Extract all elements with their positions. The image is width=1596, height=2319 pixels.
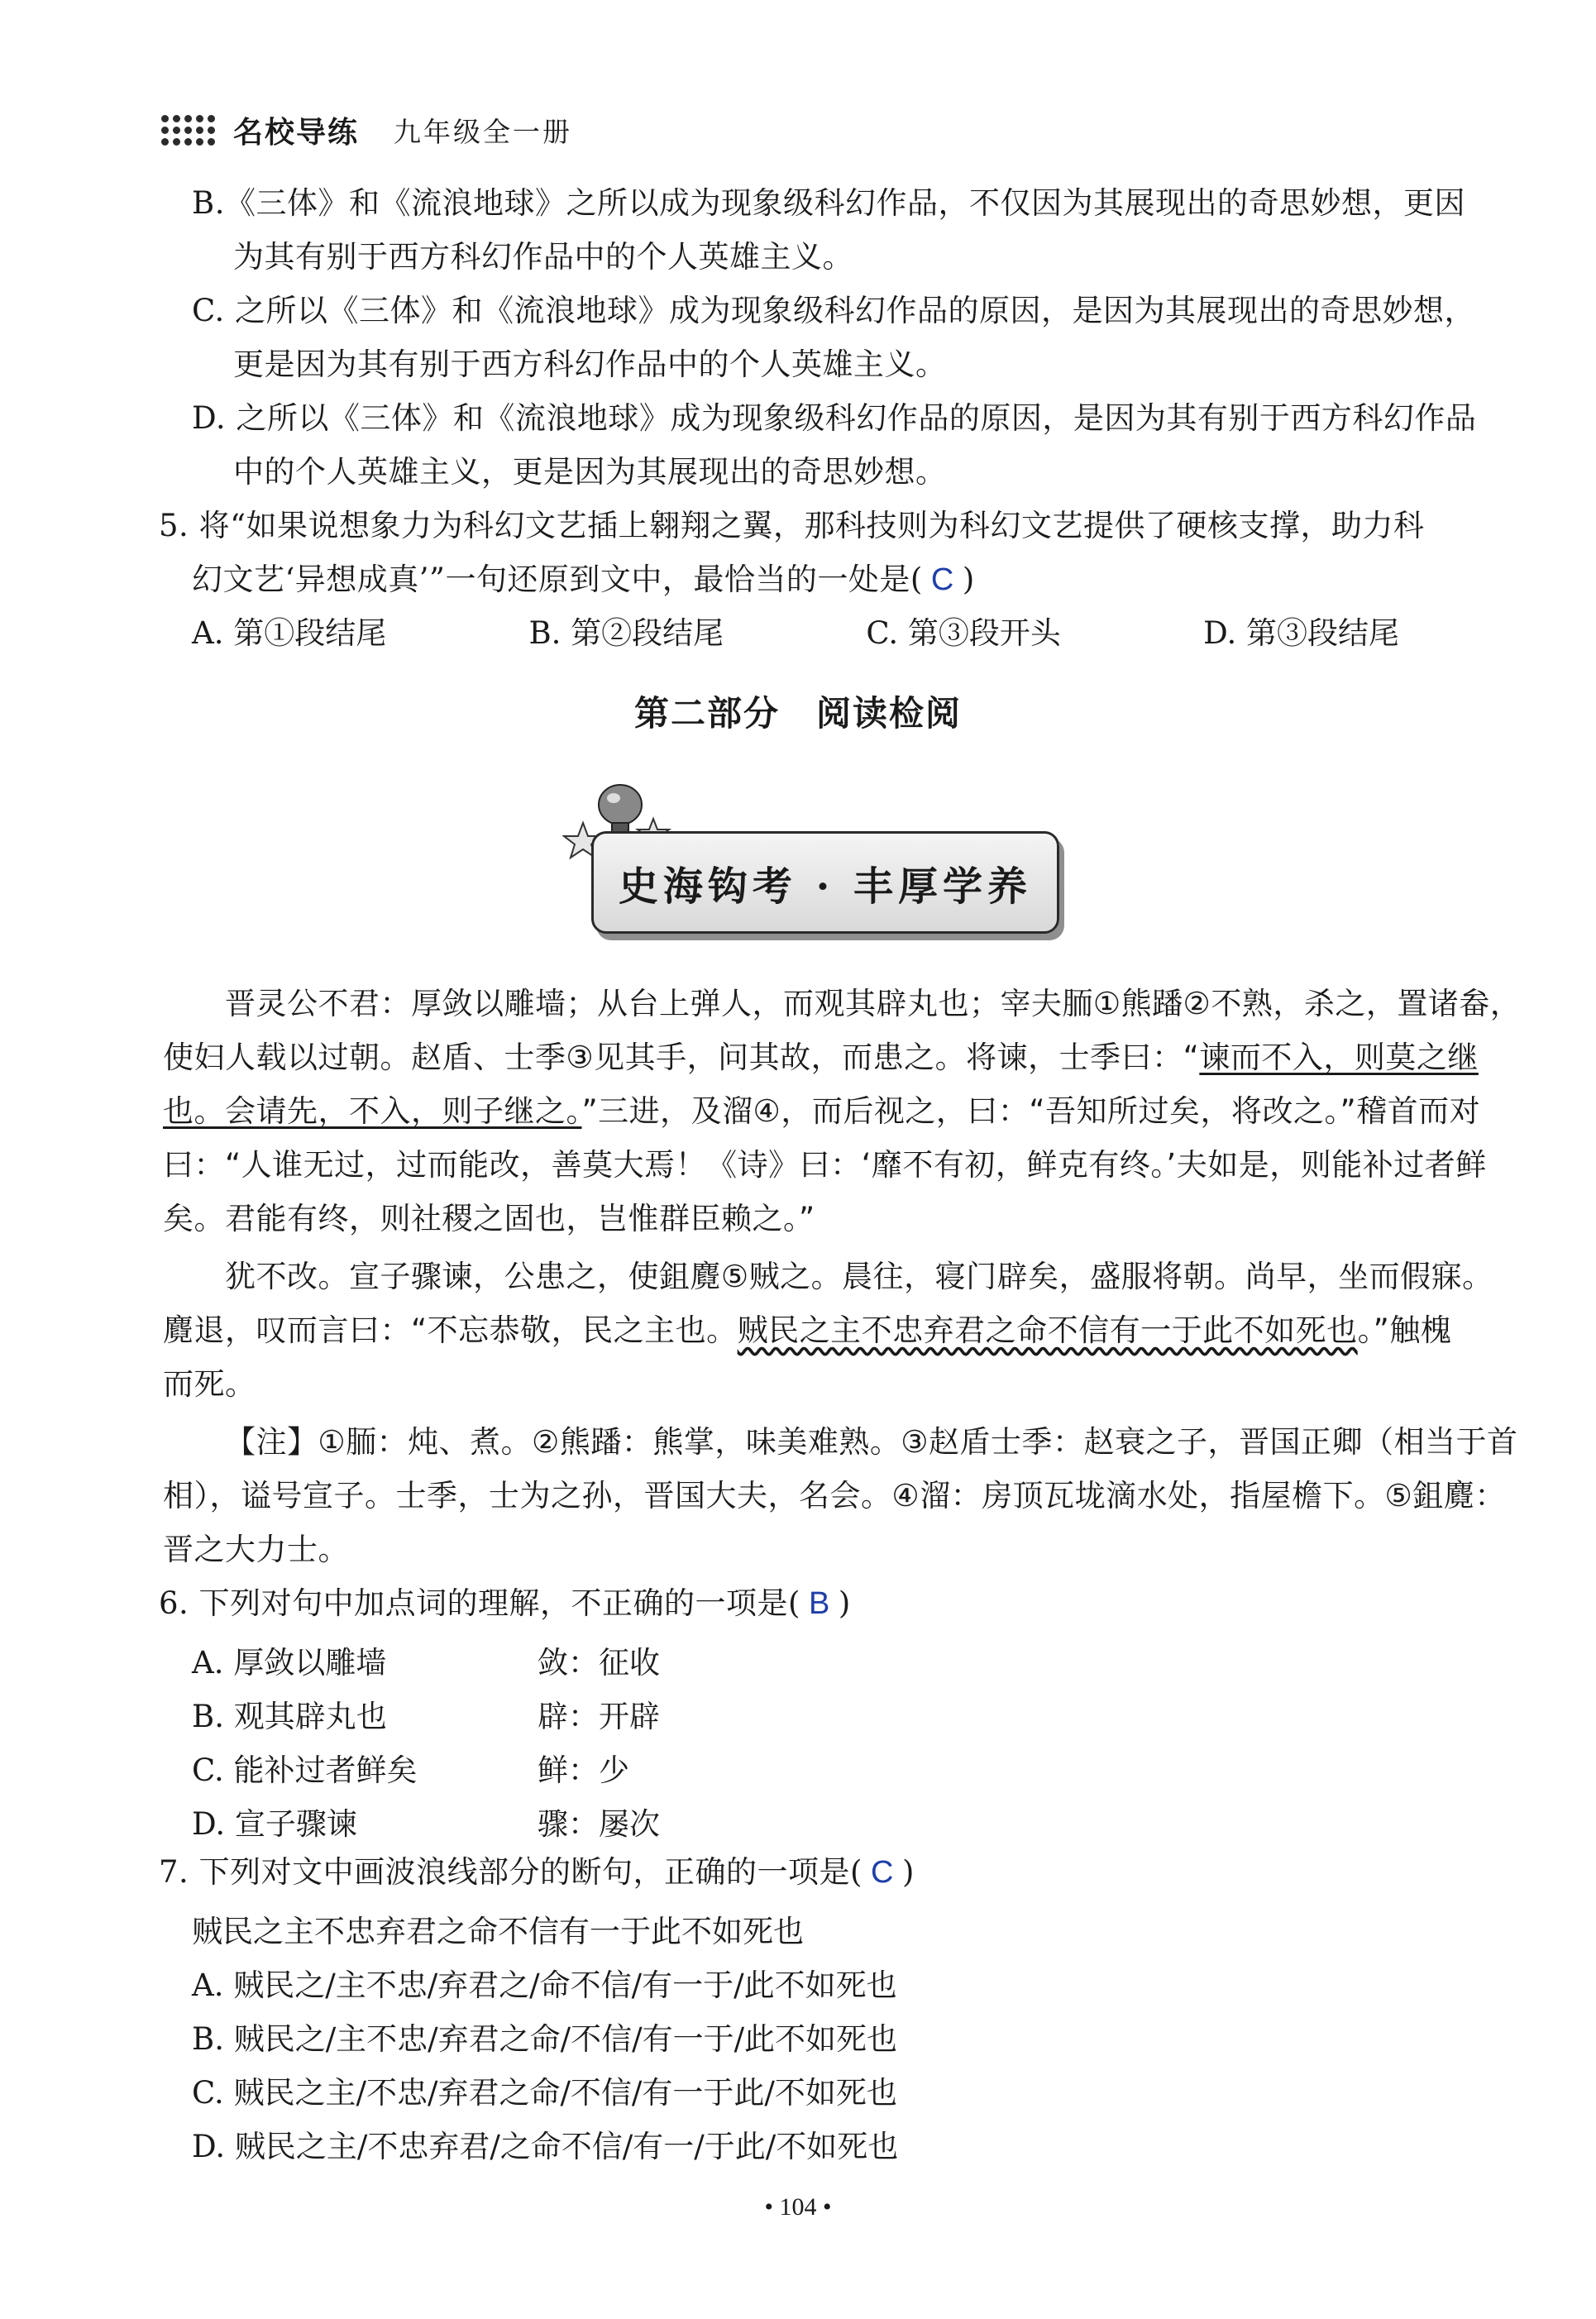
q5-option-d: D. 第③段结尾: [1203, 615, 1399, 651]
passage-text: 使妇人载以过朝。赵盾、士季③见其手，问其故，而患之。将谏，士季曰：“: [163, 1040, 1200, 1075]
notes-line2: 相），谥号宣子。士季，士为之孙，晋国大夫，名会。④溜：房顶瓦垅滴水处，指屋檐下。⑤鉏麑：: [163, 1478, 1506, 1513]
q7-answer: C: [871, 1855, 894, 1890]
passage-p1-line4: 曰：“人谁无过，过而能改，善莫大焉！《诗》曰：‘靡不有初，鲜克有终。’夫如是，则能补过者鲜: [163, 1147, 1487, 1183]
q5-stem-line2: [192, 560, 975, 600]
q5-options: [192, 608, 1399, 653]
passage-p1-line2: [163, 1038, 1479, 1078]
q7-option-a: A. 贼民之/主不忠/弃君之/命不信/有一于/此不如死也: [192, 1968, 897, 2003]
q6-option-d-gloss: 骤：屡次: [538, 1806, 660, 1842]
q6-option-d: D. 宣子骤谏: [192, 1806, 357, 1842]
q7-sentence: 贼民之主不忠弃君之命不信有一于此不如死也: [192, 1914, 804, 1949]
q7-option-d: D. 贼民之主/不忠弃君/之命不信/有一/于此/不如死也: [192, 2129, 899, 2164]
q6-paren-close: ): [838, 1585, 851, 1621]
q5-option-b: B. 第②段结尾: [528, 615, 724, 651]
q4-option-d-line1: D. 之所以《三体》和《流浪地球》成为现象级科幻作品的原因，是因为其有别于西方科幻作品: [192, 400, 1477, 436]
q7-paren-close: ): [901, 1854, 915, 1890]
q6-stem: [159, 1584, 851, 1623]
q7-option-c: C. 贼民之主/不忠/弃君之命/不信/有一于此/不如死也: [192, 2075, 897, 2111]
q6-option-a: A. 厚敛以雕墙: [192, 1645, 387, 1681]
q5-stem-text: 幻文艺‘异想成真’”一句还原到文中，最恰当的一处是(: [192, 562, 923, 597]
passage-p1-line5: 矣。君能有终，则社稷之固也，岂惟群臣赖之。”: [163, 1201, 815, 1236]
q7-stem: [159, 1853, 915, 1892]
q4-option-b-line1: B.《三体》和《流浪地球》之所以成为现象级科幻作品，不仅因为其展现出的奇思妙想，更因: [192, 185, 1465, 221]
q4-option-c-line2: 更是因为其有别于西方科幻作品中的个人英雄主义。: [233, 347, 947, 382]
q7-stem-text: 7. 下列对文中画波浪线部分的断句，正确的一项是(: [159, 1854, 863, 1890]
passage-p2-line2: [163, 1311, 1451, 1351]
q6-option-c: C. 能补过者鲜矣: [192, 1752, 418, 1788]
notes-line1: 【注】①胹：炖、煮。②熊蹯：熊掌，味美难熟。③赵盾士季：赵衰之子，晋国正卿（相当于首: [225, 1424, 1518, 1460]
q6-option-b-gloss: 辟：开辟: [538, 1699, 660, 1734]
q4-option-c-line1: C. 之所以《三体》和《流浪地球》成为现象级科幻作品的原因，是因为其展现出的奇思妙想，: [192, 293, 1476, 328]
passage-p1-line3: [163, 1092, 1480, 1131]
q5-stem-line1: 5. 将“如果说想象力为科幻文艺插上翱翔之翼，那科技则为科幻文艺提供了硬核支撑，助力科: [159, 508, 1425, 543]
underlined-sentence: 谏而不入，则莫之继: [1199, 1040, 1479, 1075]
wavy-underlined-sentence: 贼民之主不忠弃君之命不信有一于此不如死也: [737, 1313, 1358, 1348]
passage-p2-line3: 而死。: [163, 1366, 256, 1402]
q5-option-c: C. 第③段开头: [866, 615, 1061, 651]
passage-text: 。”触槐: [1357, 1313, 1452, 1348]
reading-banner: [591, 831, 1059, 934]
q5-option-a: A. 第①段结尾: [192, 615, 387, 651]
page-header: [161, 109, 572, 151]
underlined-sentence-cont: 也。会请先，不入，则子继之。: [163, 1093, 582, 1129]
header-dots-icon: [161, 115, 215, 146]
section-title: 第二部分 阅读检阅: [633, 693, 962, 734]
q6-option-b: B. 观其辟丸也: [192, 1699, 387, 1734]
q6-option-a-gloss: 敛：征收: [538, 1645, 660, 1681]
q7-option-b: B. 贼民之/主不忠/弃君之命/不信/有一于/此不如死也: [192, 2021, 898, 2057]
passage-text: 麑退，叹而言曰：“不忘恭敬，民之主也。: [163, 1313, 738, 1348]
q6-option-c-gloss: 鲜：少: [538, 1752, 629, 1788]
q4-option-d-line2: 中的个人英雄主义，更是因为其展现出的奇思妙想。: [233, 454, 947, 490]
book-brand: 名校导练: [233, 116, 360, 150]
book-subtitle: 九年级全一册: [394, 116, 573, 148]
passage-p1-line1: 晋灵公不君：厚敛以雕墙；从台上弹人，而观其辟丸也；宰夫胹①熊蹯②不熟，杀之，置诸畚，: [225, 986, 1522, 1021]
banner-text: 史海钩考 · 丰厚学养: [618, 863, 1033, 910]
page-number: • 104 •: [764, 2193, 832, 2221]
q4-option-b-line2: 为其有别于西方科幻作品中的个人英雄主义。: [233, 239, 853, 275]
notes-line3: 晋之大力士。: [163, 1532, 349, 1567]
q5-answer: C: [930, 562, 954, 597]
q6-answer: B: [809, 1586, 830, 1621]
passage-text: ”三进，及溜④，而后视之，曰：“吾知所过矣，将改之。”稽首而对: [581, 1093, 1481, 1129]
passage-p2-line1: 犹不改。宣子骤谏，公患之，使鉏麑⑤贼之。晨往，寝门辟矣，盛服将朝。尚早，坐而假寐。: [225, 1259, 1493, 1294]
q5-paren-close: ): [962, 562, 975, 597]
q6-stem-text: 6. 下列对句中加点词的理解，不正确的一项是(: [159, 1585, 800, 1621]
